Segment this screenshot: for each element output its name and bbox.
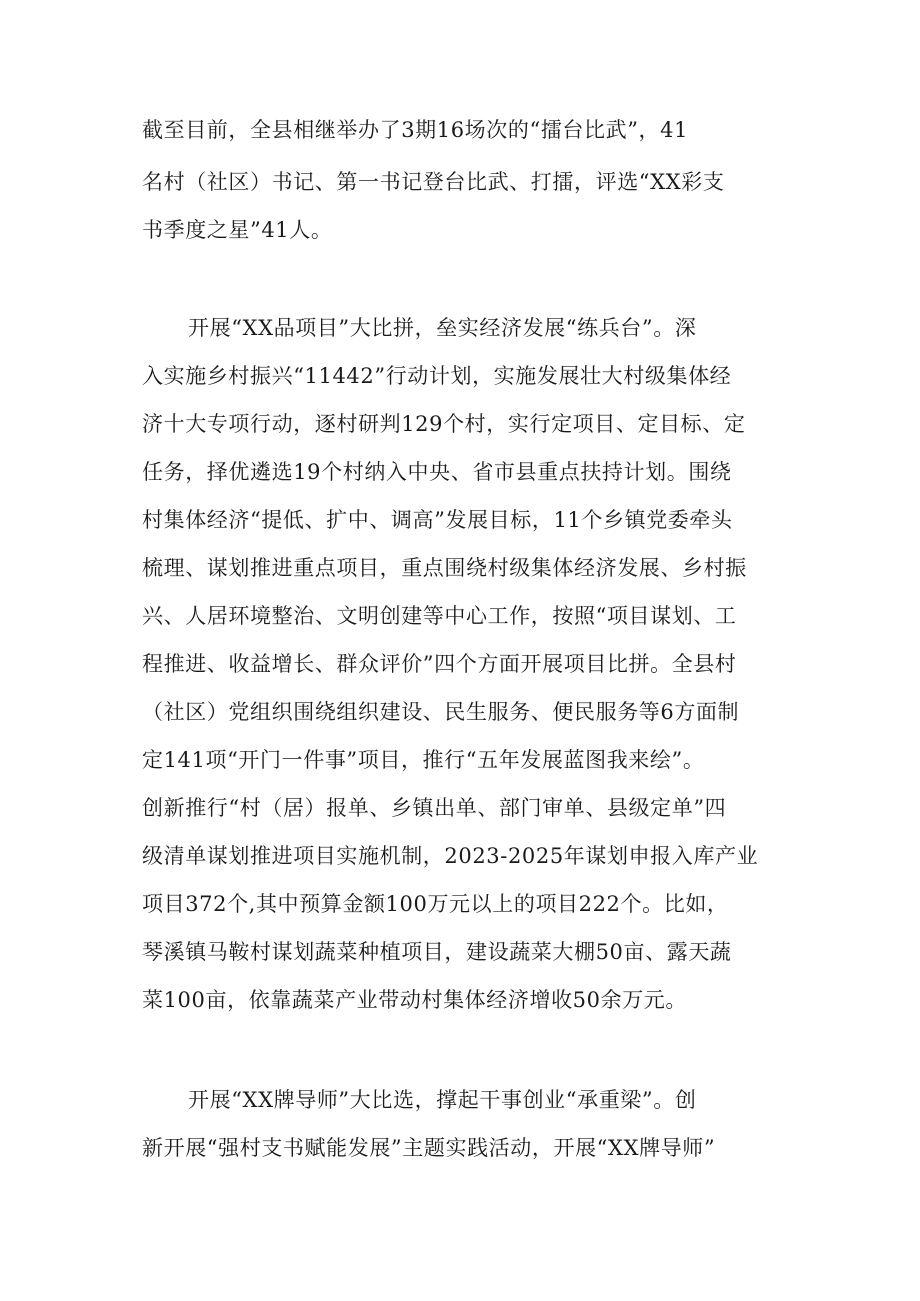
text-line: 任务，择优遴选19个村纳入中央、省市县重点扶持计划。围绕	[142, 460, 732, 484]
text-line: 名村（社区）书记、第一书记登台比武、打擂，评选“XX彩支	[142, 170, 725, 194]
text-line: 项目372个,其中预算金额100万元以上的项目222个。比如，	[142, 892, 729, 916]
text-line: 书季度之星”41人。	[142, 218, 333, 242]
text-line: 入实施乡村振兴“11442”行动计划，实施发展壮大村级集体经	[142, 364, 732, 388]
text-line: 定141项“开门一件事”项目，推行“五年发展蓝图我来绘”。	[142, 748, 705, 772]
text-line: 济十大专项行动，逐村研判129个村，实行定项目、定目标、定	[142, 412, 746, 436]
text-line: 级清单谋划推进项目实施机制，2023-2025年谋划申报入库产业	[142, 844, 759, 868]
text-line: 开展“XX牌导师”大比选，撑起干事创业“承重梁”。创	[188, 1088, 697, 1112]
text-line: 梳理、谋划推进重点项目，重点围绕村级集体经济发展、乡村振	[142, 556, 747, 580]
text-line: 村集体经济“提低、扩中、调高”发展目标，11个乡镇党委牵头	[142, 508, 733, 532]
text-line: 菜100亩，依靠蔬菜产业带动村集体经济增收50余万元。	[142, 988, 688, 1012]
text-line: 程推进、收益增长、群众评价”四个方面开展项目比拼。全县村	[142, 652, 737, 676]
text-line: 琴溪镇马鞍村谋划蔬菜种植项目，建设蔬菜大棚50亩、露天蔬	[142, 940, 732, 964]
text-line: （社区）党组织围绕组织建设、民生服务、便民服务等6方面制	[142, 700, 740, 724]
text-line: 兴、人居环境整治、文明创建等中心工作，按照“项目谋划、工	[142, 604, 737, 628]
text-line: 创新推行“村（居）报单、乡镇出单、部门审单、县级定单”四	[142, 796, 727, 820]
text-line: 开展“XX品项目”大比拼，垒实经济发展“练兵台”。深	[188, 316, 697, 340]
text-line: 新开展“强村支书赋能发展”主题实践活动，开展“XX牌导师”	[142, 1136, 716, 1160]
text-line: 截至目前，全县相继举办了3期16场次的“擂台比武”，41	[142, 118, 689, 142]
